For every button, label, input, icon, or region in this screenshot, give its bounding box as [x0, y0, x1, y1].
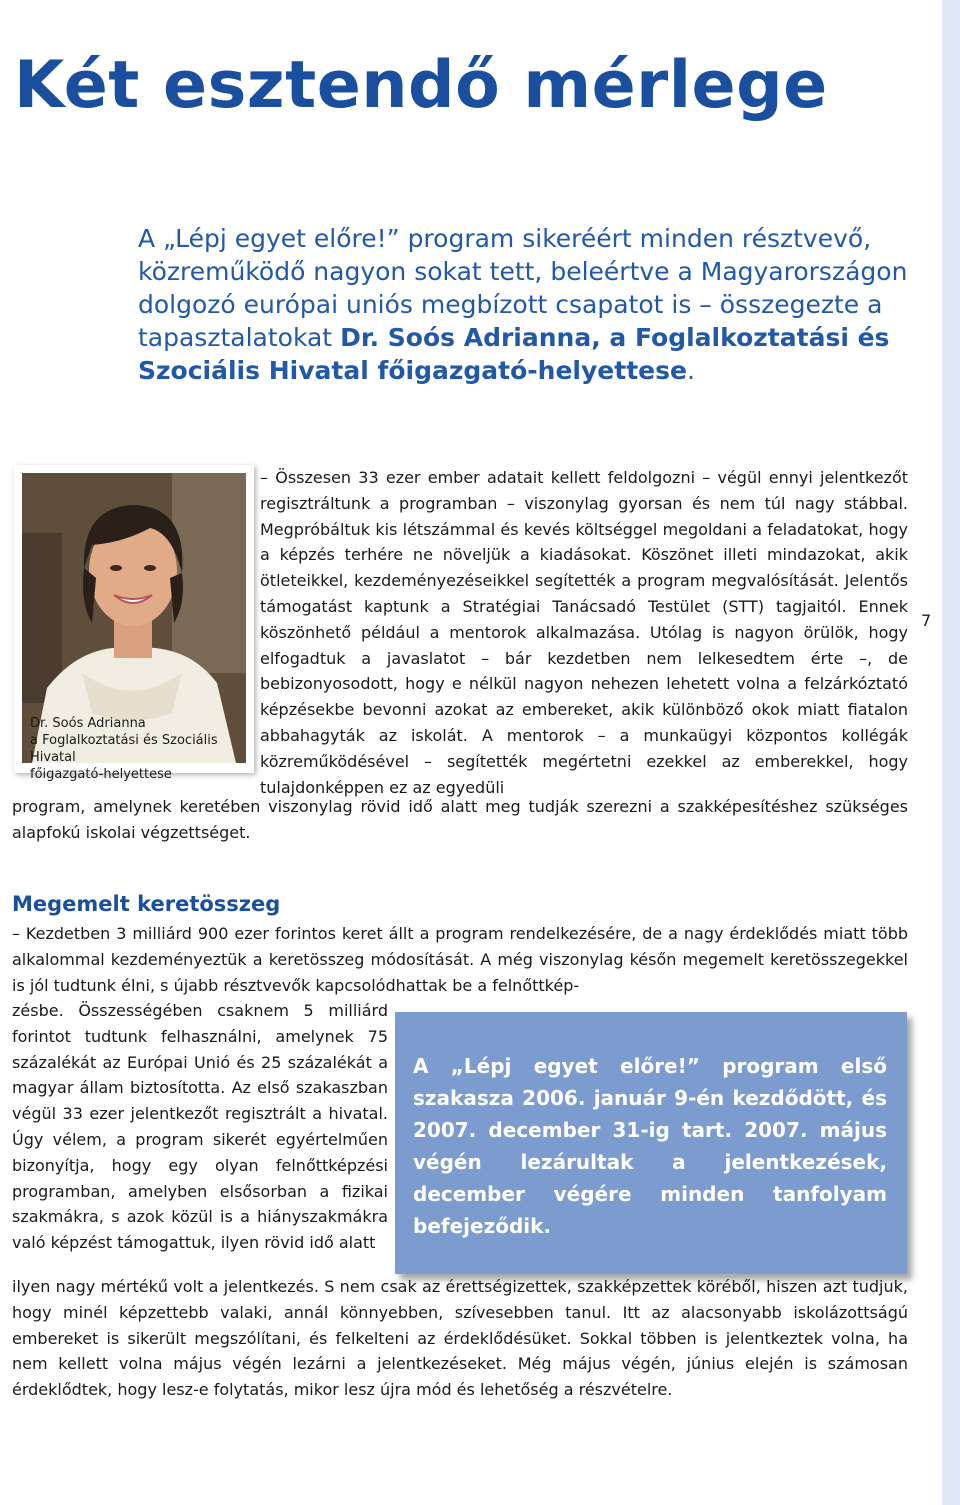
article-lead — [138, 222, 918, 387]
section-heading: Megemelt keretösszeg — [12, 892, 281, 916]
lead-speaker: Dr. Soós Adrianna, a Foglalkoztatási és Szociális Hivatal főigazgató-helyettese — [138, 323, 890, 385]
photo-caption — [30, 715, 230, 783]
section-paragraph-top: – Kezdetben 3 milliárd 900 ezer forintos keret állt a program rendelkezésére, de a nagy érdeklődés miatt több alkalommal kezdeményeztük a keretösszeg módosítását. A még viszonylag későn megemelt keretösszegekkel is jól tudtunk élni, s újabb résztvevők kapcsolódhattak be a felnőttkép- — [12, 924, 908, 995]
page-side-stripe — [942, 0, 960, 1505]
section-paragraph-bottom: ilyen nagy mértékű volt a jelentkezés. S nem csak az érettségizettek, szakképzettek köréből, hiszen azt tudjuk, hogy minél képzettebb valaki, annál könnyebben, szívesebben tanul. Itt az alacsonyabb iskolázottságú embereket is sikerült megszólítani, és felkelteni az érdeklődésüket. Sokkal többen is jelentkeztek volna, ha nem kellett volna május végén lezárni a jelentkezéseket. Még május végén, június elején is számosan érdeklődtek, hogy lesz-e folytatás, mikor lesz újra mód és lehetőség a részvételre. — [12, 1277, 908, 1400]
caption-role: főigazgató-helyettese — [30, 767, 172, 782]
portrait-photo-frame — [14, 465, 254, 782]
interview-paragraph-1-continued: program, amelynek keretében viszonylag rövid idő alatt meg tudják szerezni a szakképesítéshez szükséges alapfokú iskolai végzettséget. — [12, 797, 908, 842]
lead-text: A „Lépj egyet előre!” program sikeréért minden résztvevő, közreműködő nagyon sokat tett, beleértve a Magyarországon dolgozó európai uniós megbízott csapatot is – összegezte a tapasztalatokat — [138, 224, 908, 352]
portrait-photo — [22, 473, 246, 782]
caption-organization: a Foglalkoztatási és Szociális Hivatal — [30, 733, 218, 765]
section-paragraph-left-column: zésbe. Összességében csaknem 5 milliárd forintot tudtunk felhasználni, amelynek 75 százalékát az Európai Unió és 25 százalékát a magyar állam biztosította. Az első szakaszban végül 33 ezer jelentkezőt regisztrált a hivatal. Úgy vélem, a program sikerét egyértelműen bizonyítja, hogy egy olyan felnőttképzési programban, amelyben elsősorban a fizikai szakmákra, s azok közül is a hiányszakmákra való képzést támogattuk, ilyen rövid idő alatt — [12, 1001, 388, 1253]
caption-name: Dr. Soós Adrianna — [30, 716, 146, 731]
article-title: Két esztendő mérlege — [14, 48, 828, 123]
lead-end: . — [686, 356, 695, 385]
interview-paragraph-1: – Összesen 33 ezer ember adatait kellett feldolgozni – végül ennyi jelentkezőt regisztráltunk a programban – viszonylag gyorsan és nem túl nagy stábbal. Megpróbáltuk kis létszámmal és kevés költséggel megoldani a feladatokat, hogy a képzés terhére ne növeljük a kiadásokat. Köszönet illeti mindazokat, akik ötleteikkel, kezdeményezéseikkel segítették a program megvalósítását. Jelentős támogatást kaptunk a Stratégiai Tanácsadó Testület (STT) tagjaitól. Ennek köszönhető például a mentorok alkalmazása. Utólag is nagyon örülök, hogy elfogadtuk a javaslatot – bár kezdetben nem lelkesedtem érte –, de bebizonyosodott, hogy e nélkül nagyon nehezen lehetett volna a felzárkóztató képzésekbe bevonni azokat az embereket, akik különböző okok miatt fiatalon abbahagyták az iskolát. A mentorok – a munkaügyi központos kollégák közreműködésével – segítették megértetni ezekkel az emberekkel, hogy tulajdonképpen ez az egyedüli — [260, 468, 908, 797]
highlight-callout-box — [395, 1012, 907, 1274]
callout-text: A „Lépj egyet előre!” program első szakasza 2006. január 9-én kezdődött, és 2007. december 31-ig tart. 2007. május végén lezárultak a jelentkezések, december végére minden tanfolyam befejeződik. — [413, 1054, 887, 1238]
page-number: 7 — [921, 611, 932, 630]
